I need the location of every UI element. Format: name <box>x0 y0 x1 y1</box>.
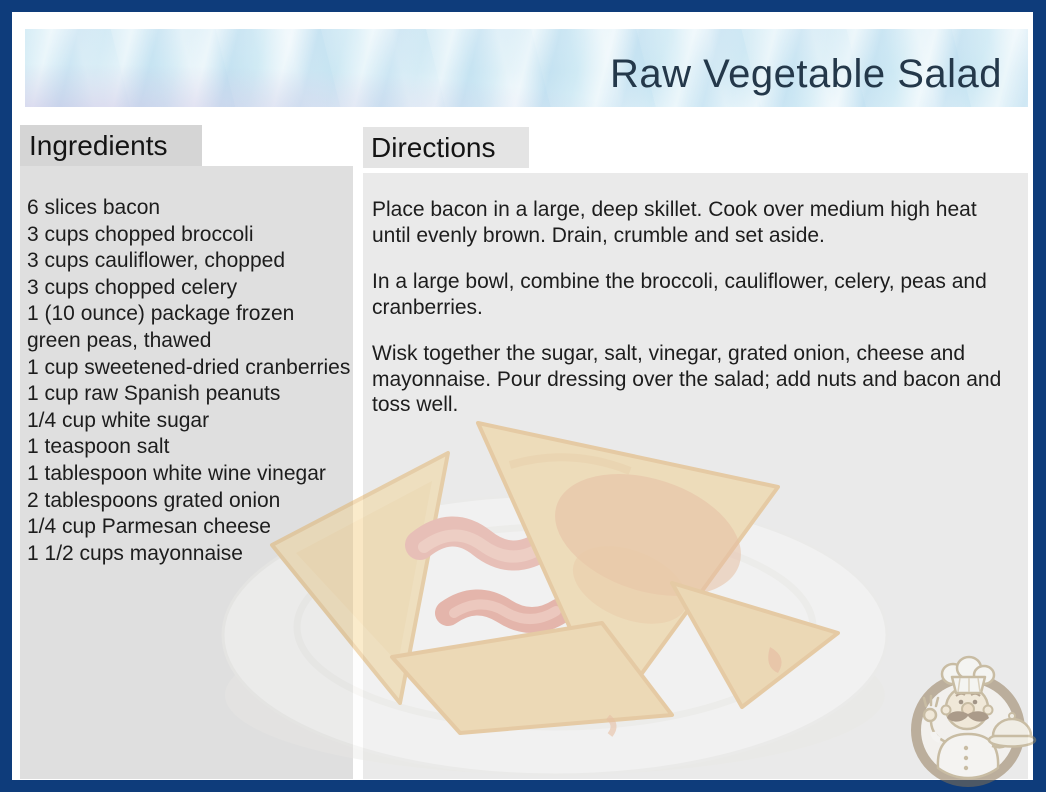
ingredients-heading-box <box>20 125 202 166</box>
ingredient-item: 1 cup sweetened-dried cranberries <box>27 355 351 379</box>
directions-heading-box <box>363 127 529 168</box>
ingredient-item: 1/4 cup Parmesan cheese <box>27 515 271 539</box>
ingredient-item: 1 tablespoon white wine vinegar <box>27 461 326 485</box>
directions-heading: Directions <box>371 131 496 163</box>
directions-panel <box>363 173 1028 779</box>
ingredient-item: 6 slices bacon <box>27 196 161 219</box>
ingredients-heading: Ingredients <box>29 129 168 161</box>
ingredient-item: 1 1/2 cups mayonnaise <box>27 541 243 565</box>
ingredients-panel <box>20 166 353 779</box>
header-band <box>25 29 1028 107</box>
ingredient-item: 1 teaspoon salt <box>27 435 170 459</box>
ingredient-item: 3 cups cauliflower, chopped <box>27 249 285 273</box>
ingredient-item: 3 cups chopped celery <box>27 275 238 299</box>
directions-list <box>372 197 1018 418</box>
direction-step: Place bacon in a large, deep skillet. Cook over medium high heat until evenly brown. Drain, crumble and set aside. <box>372 198 977 247</box>
ingredient-item: 1 cup raw Spanish peanuts <box>27 382 281 406</box>
direction-step: Wisk together the sugar, salt, vinegar, grated onion, cheese and mayonnaise. Pour dressing over the salad; add nuts and bacon and toss well. <box>372 342 1002 416</box>
ingredient-item: 2 tablespoons grated onion <box>27 488 281 512</box>
ingredient-item: 1/4 cup white sugar <box>27 408 210 432</box>
page-title: Raw Vegetable Salad <box>610 52 1002 96</box>
slide-background <box>12 12 1033 780</box>
ingredient-item: 3 cups chopped broccoli <box>27 222 254 246</box>
direction-step: In a large bowl, combine the broccoli, cauliflower, celery, peas and cranberries. <box>372 270 987 319</box>
ingredients-list <box>27 195 352 567</box>
ingredient-item: 1 (10 ounce) package frozen green peas, thawed <box>27 302 295 352</box>
